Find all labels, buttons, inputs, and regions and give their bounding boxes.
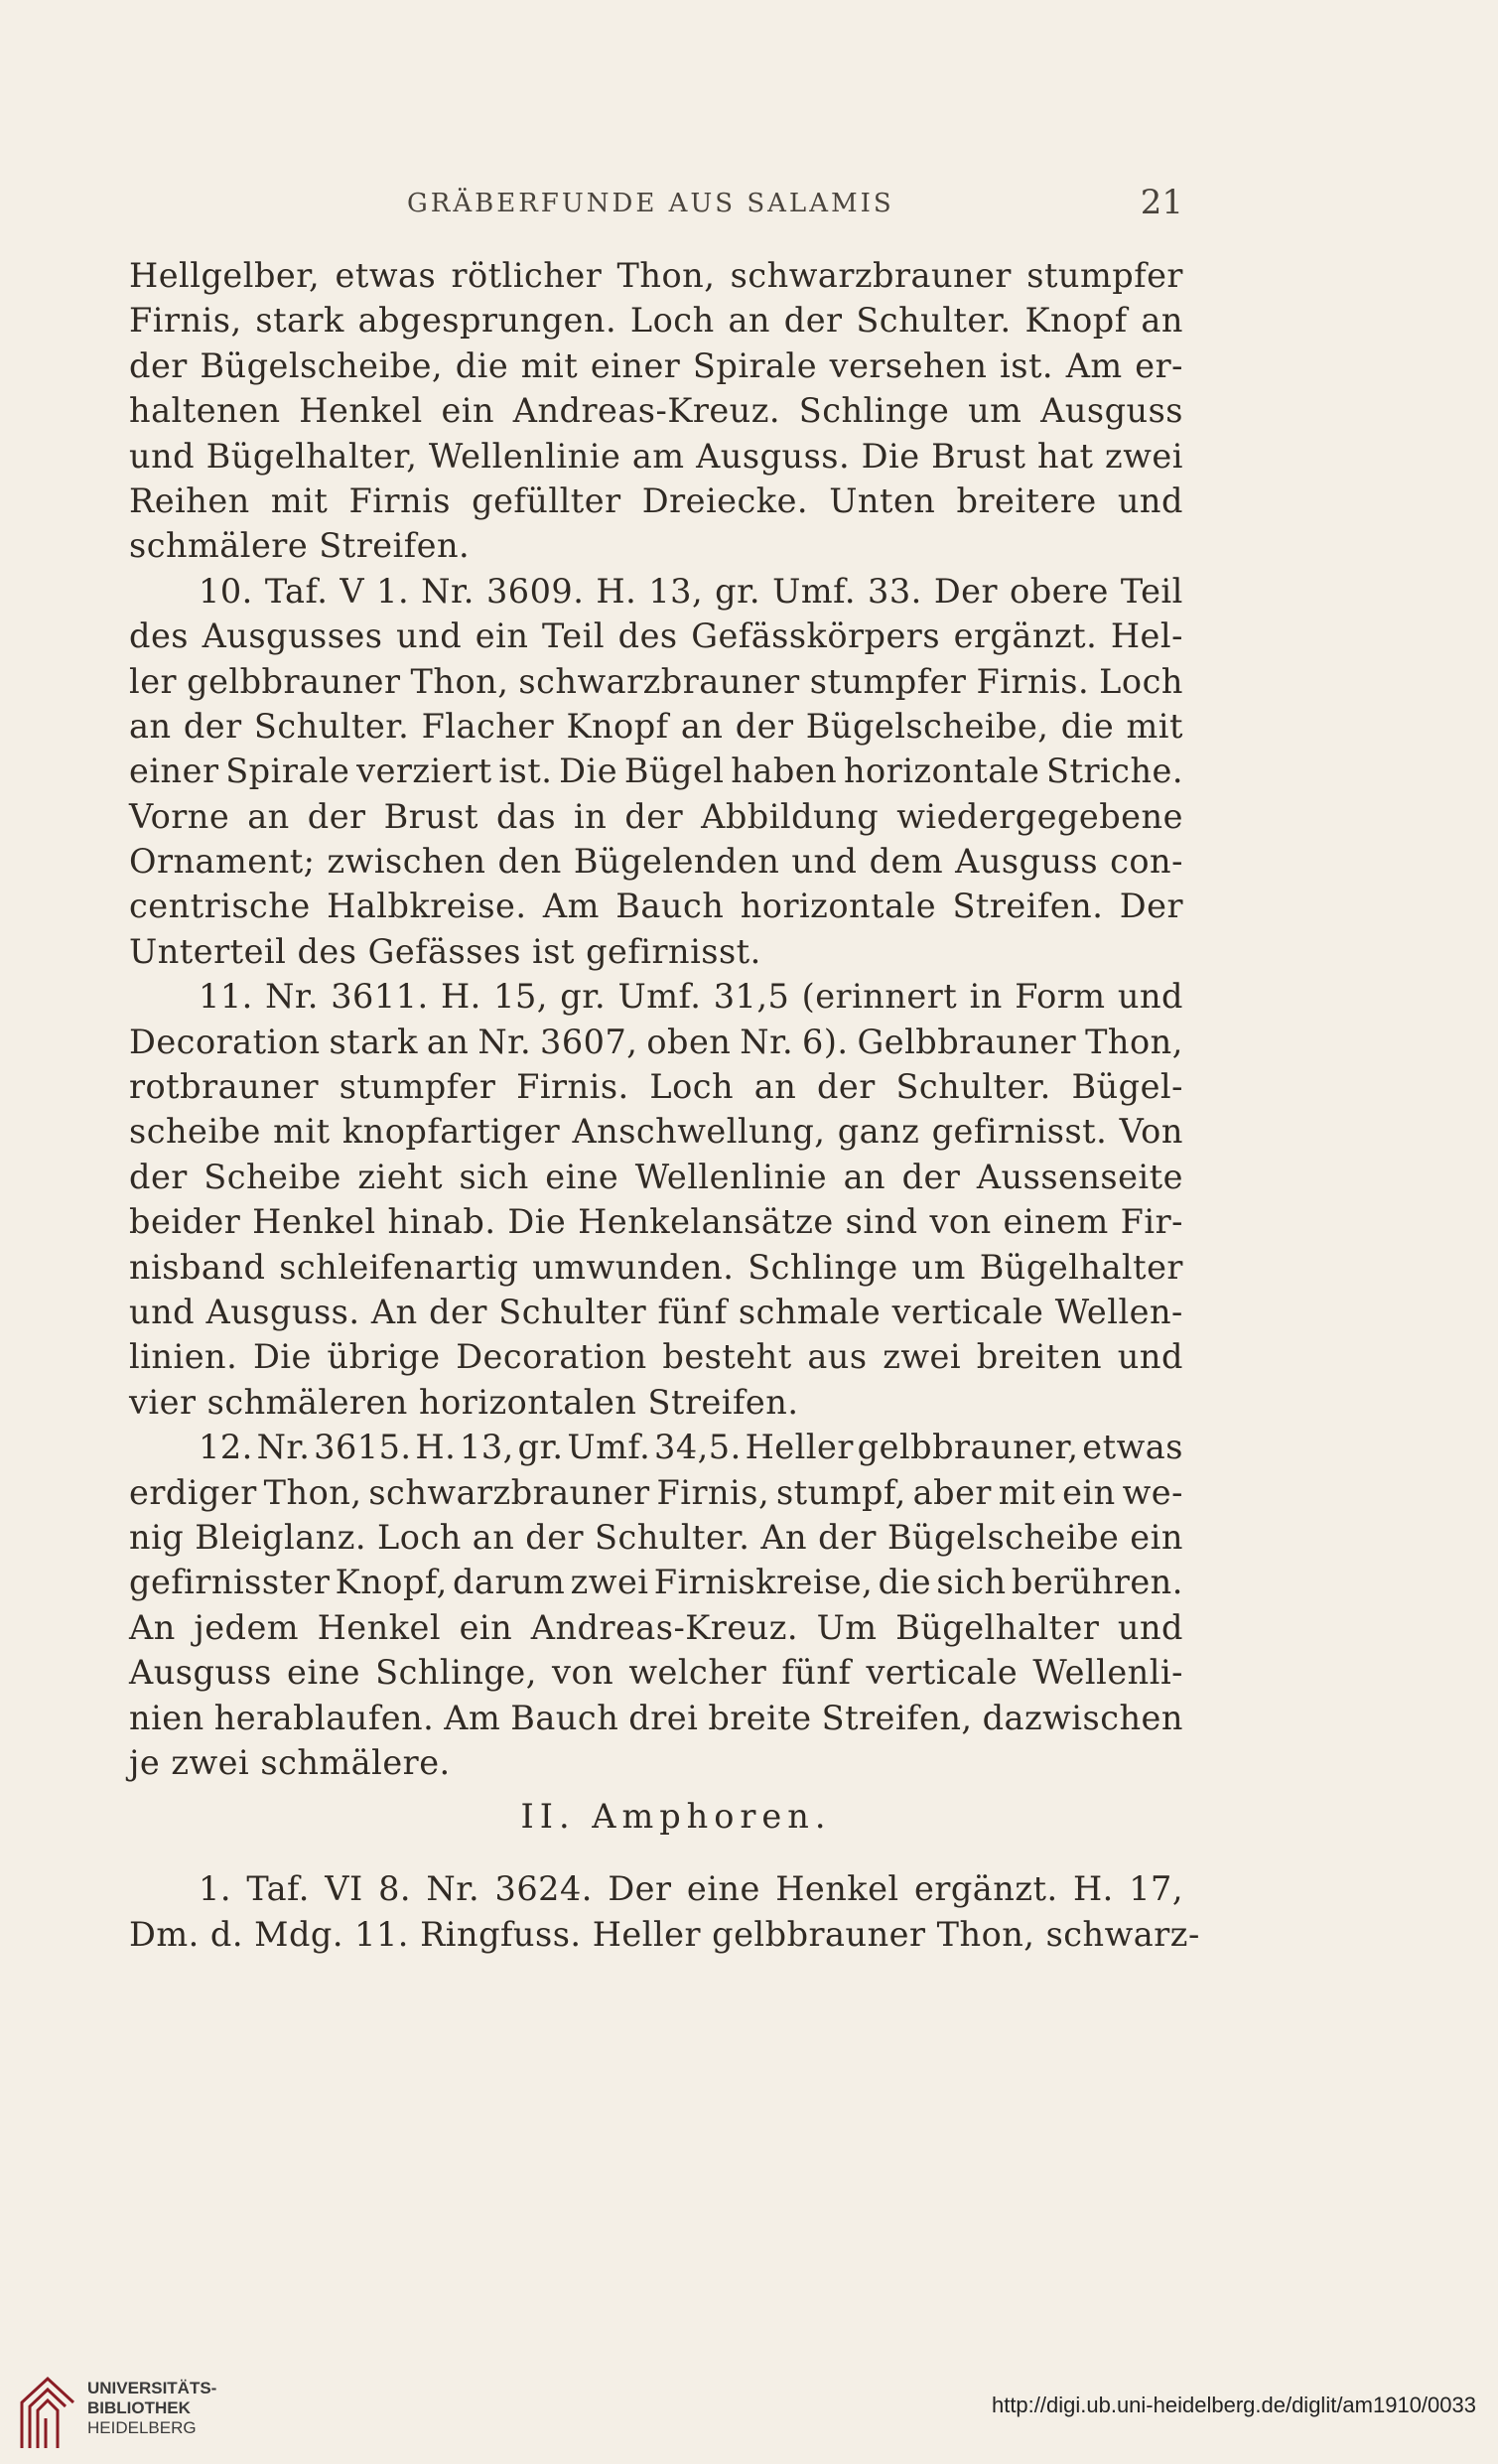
text-line: Hellgelber, etwas rötlicher Thon, schwarzbrauner stumpfer (129, 256, 1183, 295)
text-line: centrische Halbkreise. Am Bauch horizontale Streifen. Der (129, 887, 1183, 926)
text-line: nisband schleifenartig umwunden. Schlinge um Bügelhalter (129, 1247, 1183, 1287)
text-line: Unterteil des Gefässes ist gefirnisst. (129, 931, 761, 971)
text-line: An jedem Henkel ein Andreas-Kreuz. Um Bügelhalter und (129, 1607, 1183, 1647)
text-line: der Bügelscheibe, die mit einer Spirale versehen ist. Am er- (129, 345, 1183, 385)
text-line: und Ausguss. An der Schulter fünf schmale verticale Wellen- (129, 1292, 1183, 1331)
text-line: vier schmäleren horizontalen Streifen. (129, 1382, 799, 1422)
text-line: des Ausgusses und ein Teil des Gefässkörpers ergänzt. Hel- (129, 616, 1183, 656)
text-line: und Bügelhalter, Wellenlinie am Ausguss. Die Brust hat zwei (129, 436, 1183, 476)
running-title: GRÄBERFUNDE AUS SALAMIS (407, 189, 894, 218)
text-line: beider Henkel hinab. Die Henkelansätze sind von einem Fir- (129, 1202, 1183, 1242)
text-line: Ornament; zwischen den Bügelenden und dem Ausguss con- (129, 842, 1183, 882)
text-line: an der Schulter. Flacher Knopf an der Bügelscheibe, die mit (129, 706, 1183, 746)
text-line: einer Spirale verziert ist. Die Bügel haben horizontale Striche. (129, 752, 1183, 791)
text-line: nien herablaufen. Am Bauch drei breite Streifen, dazwischen (129, 1698, 1183, 1737)
text-line: rotbrauner stumpfer Firnis. Loch an der Schulter. Bügel- (129, 1067, 1183, 1107)
text-line: schmälere Streifen. (129, 526, 471, 566)
text-line: nig Bleiglanz. Loch an der Schulter. An der Bügelscheibe ein (129, 1517, 1183, 1557)
text-line: Reihen mit Firnis gefüllter Dreiecke. Unten breitere und (129, 480, 1183, 520)
text-line: Decoration stark an Nr. 3607, oben Nr. 6). Gelbbrauner Thon, (129, 1022, 1183, 1061)
text-line: linien. Die übrige Decoration besteht aus zwei breiten und (129, 1337, 1183, 1377)
text-line: erdiger Thon, schwarzbrauner Firnis, stumpf, aber mit ein we- (129, 1472, 1183, 1512)
text-line: 10. Taf. V 1. Nr. 3609. H. 13, gr. Umf. 33. Der obere Teil (199, 571, 1183, 611)
text-line: haltenen Henkel ein Andreas-Kreuz. Schlinge um Ausguss (129, 391, 1183, 431)
text-line: 1. Taf. VI 8. Nr. 3624. Der eine Henkel ergänzt. H. 17, (199, 1869, 1183, 1909)
text-line: Vorne an der Brust das in der Abbildung wiedergegebene (129, 796, 1183, 836)
library-name-line: HEIDELBERG (87, 2418, 197, 2437)
text-line: Dm. d. Mdg. 11. Ringfuss. Heller gelbbrauner Thon, schwarz- (129, 1914, 1200, 1954)
text-line: scheibe mit knopfartiger Anschwellung, ganz gefirnisst. Von (129, 1112, 1183, 1152)
text-line: ler gelbbrauner Thon, schwarzbrauner stumpfer Firnis. Loch (129, 661, 1183, 701)
page-number: 21 (1140, 183, 1183, 222)
footer (0, 2363, 1498, 2462)
library-logo-icon (18, 2373, 77, 2450)
text-line: der Scheibe zieht sich eine Wellenlinie an der Aussenseite (129, 1157, 1183, 1196)
source-url-link[interactable]: http://digi.ub.uni-heidelberg.de/diglit/am1910/0033 (991, 2393, 1476, 2417)
section-heading: II. Amphoren. (520, 1797, 832, 1837)
library-name-line: UNIVERSITÄTS- (87, 2379, 217, 2397)
library-name (87, 2379, 216, 2438)
page-header (129, 181, 1183, 230)
text-line: gefirnisster Knopf, darum zwei Firniskreise, die sich berühren. (129, 1563, 1183, 1602)
text-line: Firnis, stark abgesprungen. Loch an der Schulter. Knopf an (129, 301, 1183, 341)
text-line: Ausguss eine Schlinge, von welcher fünf verticale Wellenli- (129, 1653, 1183, 1693)
text-line: je zwei schmälere. (129, 1742, 451, 1782)
body-text (129, 253, 1200, 1957)
text-line: 12. Nr. 3615. H. 13, gr. Umf. 34,5. Heller gelbbrauner, etwas (199, 1428, 1183, 1467)
library-name-line: BIBLIOTHEK (87, 2398, 191, 2417)
text-line: 11. Nr. 3611. H. 15, gr. Umf. 31,5 (erinnert in Form und (199, 977, 1183, 1017)
